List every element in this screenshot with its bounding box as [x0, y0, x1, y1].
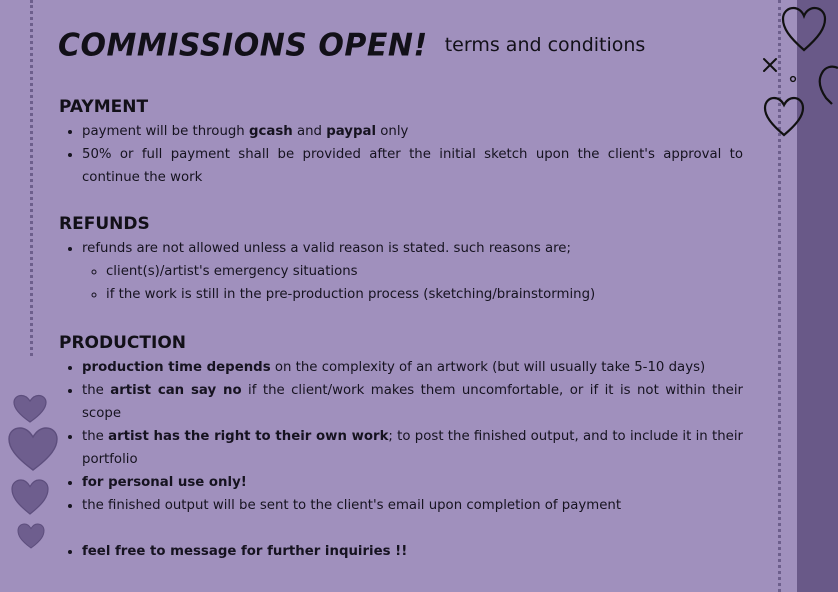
text: only — [376, 124, 409, 139]
header — [58, 28, 645, 63]
heart-icon — [762, 94, 806, 138]
list-item — [82, 471, 743, 494]
section-heading-refunds: REFUNDS — [59, 214, 150, 234]
heart-icon — [814, 62, 838, 106]
dotted-divider-right — [778, 0, 781, 592]
text: refunds are not allowed unless a valid reason is stated. such reasons are; — [82, 241, 571, 256]
list-item — [82, 143, 743, 189]
heart-icon — [779, 4, 829, 54]
bold-text: artist can say no — [110, 383, 242, 398]
heart-icon — [10, 478, 50, 516]
bold-text: production time depends — [82, 360, 271, 375]
refunds-sublist — [82, 260, 743, 306]
bold-text: paypal — [326, 124, 377, 139]
heart-icon — [12, 394, 48, 424]
list-item — [82, 120, 743, 143]
section-heading-production: PRODUCTION — [59, 333, 186, 353]
list-item — [82, 356, 743, 379]
list-item — [82, 540, 743, 563]
refunds-list — [59, 237, 743, 306]
small-circle-icon — [789, 75, 797, 83]
heart-icon — [6, 425, 60, 473]
heart-icon — [16, 522, 46, 550]
bold-text: for personal use only! — [82, 475, 247, 490]
dotted-divider-left — [30, 0, 33, 356]
text: 50% or full payment shall be provided after the initial sketch upon the client's approval to continue the work — [82, 147, 743, 185]
list-item — [82, 494, 743, 517]
text: the finished output will be sent to the client's email upon completion of payment — [82, 498, 622, 513]
close-icon — [762, 57, 778, 73]
sub-list-item: ◦ client(s)/artist's emergency situations — [106, 260, 743, 283]
page-title: COMMISSIONS OPEN! — [58, 27, 428, 64]
text: the — [82, 429, 109, 444]
list-item — [82, 379, 743, 425]
bold-text: gcash — [248, 124, 293, 139]
text: on the complexity of an artwork (but will usually take 5-10 days) — [270, 360, 706, 375]
list-item — [82, 237, 743, 306]
terms-content — [59, 96, 743, 563]
production-section — [59, 332, 743, 563]
text: payment will be through — [82, 124, 249, 139]
bold-text: feel free to message for further inquiries !! — [82, 544, 408, 559]
list-item — [82, 425, 743, 471]
text: if the client/work makes them uncomfortable, or if it is not within their scope — [82, 383, 743, 421]
text: the — [82, 383, 111, 398]
sub-list-item: ◦ if the work is still in the pre-production process (sketching/brainstorming) — [106, 283, 743, 306]
text: and — [292, 124, 327, 139]
page-subtitle: terms and conditions — [444, 34, 646, 56]
section-heading-payment: PAYMENT — [59, 97, 149, 117]
text: ; to post the finished output, and to include it in their portfolio — [82, 429, 743, 467]
payment-list — [59, 120, 743, 189]
production-list — [59, 356, 743, 563]
refunds-section — [59, 213, 743, 306]
bold-text: artist has the right to their own work — [108, 429, 389, 444]
payment-section — [59, 96, 743, 189]
